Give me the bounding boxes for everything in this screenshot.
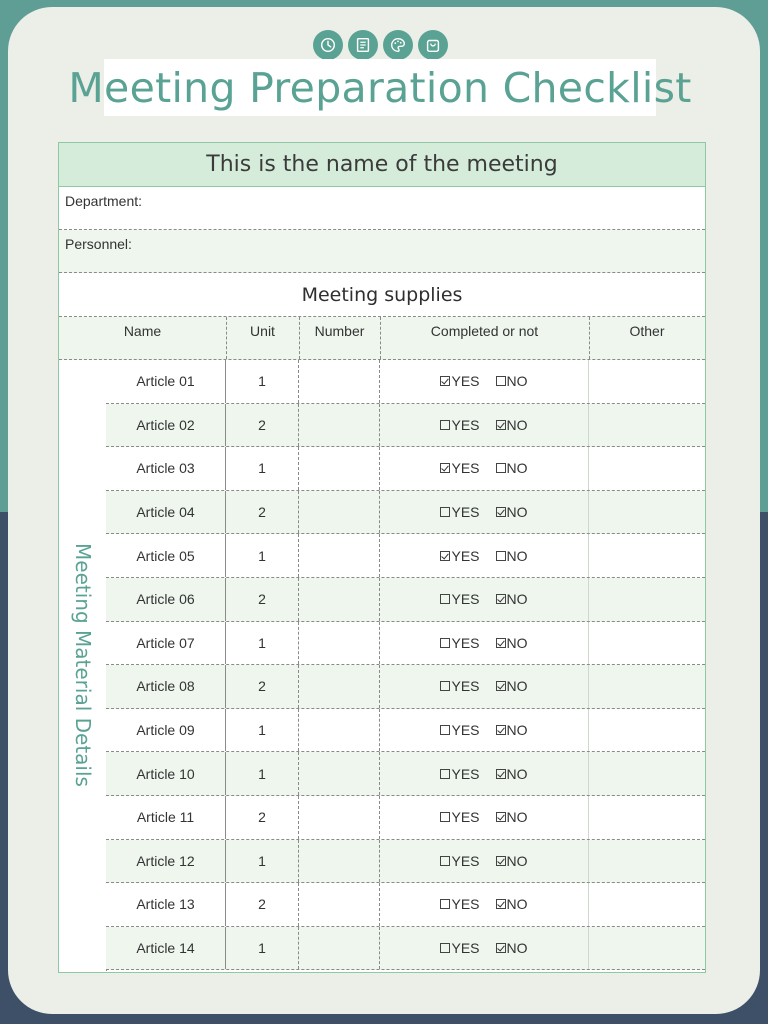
item-unit: 2 [226,796,299,839]
item-name: Article 05 [106,534,226,577]
item-completed [380,447,589,490]
item-other-field[interactable] [589,491,705,534]
item-name: Article 10 [106,752,226,795]
item-name: Article 12 [106,840,226,883]
item-number-field[interactable] [299,709,380,752]
table-row [106,534,705,578]
item-other-field[interactable] [589,796,705,839]
no-checkbox[interactable] [496,594,506,604]
item-unit: 1 [226,709,299,752]
table-row [106,709,705,753]
item-unit: 1 [226,840,299,883]
item-other-field[interactable] [589,534,705,577]
no-checkbox[interactable] [496,943,506,953]
yes-label: YES [451,460,480,477]
item-name: Article 09 [106,709,226,752]
no-label: NO [506,504,528,521]
item-number-field[interactable] [299,578,380,621]
column-header-number: Number [314,323,365,339]
yes-option[interactable] [440,460,479,476]
item-other-field[interactable] [589,840,705,883]
personnel-field[interactable] [59,230,705,273]
yes-label: YES [451,809,480,826]
item-number-field[interactable] [299,360,380,403]
yes-checkbox[interactable] [440,376,450,386]
checklist-table [58,142,706,973]
no-option[interactable] [496,766,528,782]
page-title: Meeting Preparation Checklist [68,63,692,112]
item-number-field[interactable] [299,665,380,708]
clock-icon [313,30,343,60]
item-name: Article 13 [106,883,226,926]
item-number-field[interactable] [299,404,380,447]
yes-checkbox[interactable] [440,856,450,866]
item-other-field[interactable] [589,622,705,665]
item-other-field[interactable] [589,447,705,490]
no-label: NO [506,722,528,739]
no-option[interactable] [496,678,528,694]
yes-checkbox[interactable] [440,594,450,604]
no-label: NO [506,591,528,608]
item-completed [380,578,589,621]
yes-checkbox[interactable] [440,899,450,909]
yes-checkbox[interactable] [440,420,450,430]
table-row [106,360,705,404]
no-label: NO [506,678,528,695]
item-completed [380,752,589,795]
item-name: Article 04 [106,491,226,534]
item-other-field[interactable] [589,927,705,970]
yes-checkbox[interactable] [440,551,450,561]
yes-option[interactable] [440,635,479,651]
yes-option[interactable] [440,896,479,912]
table-row [106,796,705,840]
item-name: Article 08 [106,665,226,708]
item-other-field[interactable] [589,360,705,403]
table-row [106,404,705,448]
item-unit: 2 [226,578,299,621]
yes-label: YES [451,547,480,564]
column-header-completed: Completed or not [430,323,539,339]
no-checkbox[interactable] [496,463,506,473]
yes-checkbox[interactable] [440,725,450,735]
no-option[interactable] [496,548,528,564]
yes-checkbox[interactable] [440,507,450,517]
yes-option[interactable] [440,504,479,520]
item-number-field[interactable] [299,447,380,490]
item-completed [380,927,589,970]
no-label: NO [506,416,528,433]
item-name: Article 01 [106,360,226,403]
yes-label: YES [451,678,480,695]
no-checkbox[interactable] [496,812,506,822]
item-number-field[interactable] [299,622,380,665]
no-label: NO [506,852,528,869]
department-field[interactable] [59,187,705,230]
item-number-field[interactable] [299,927,380,970]
no-label: NO [506,940,528,957]
yes-label: YES [451,852,480,869]
table-row [106,752,705,796]
yes-option[interactable] [440,853,479,869]
column-header-unit: Unit [250,323,275,339]
item-name: Article 14 [106,927,226,970]
item-unit: 1 [226,447,299,490]
no-label: NO [506,765,528,782]
table-row [106,622,705,666]
yes-label: YES [451,940,480,957]
title-banner [68,59,692,116]
item-completed [380,665,589,708]
item-number-field[interactable] [299,752,380,795]
yes-label: YES [451,722,480,739]
yes-option[interactable] [440,591,479,607]
supplies-heading: Meeting supplies [59,273,705,317]
item-other-field[interactable] [589,665,705,708]
no-checkbox[interactable] [496,856,506,866]
item-other-field[interactable] [589,404,705,447]
table-row [106,927,705,971]
item-number-field[interactable] [299,883,380,926]
yes-label: YES [451,591,480,608]
icon-row [313,30,448,60]
no-option[interactable] [496,635,528,651]
yes-label: YES [451,634,480,651]
item-completed [380,840,589,883]
item-unit: 2 [226,665,299,708]
yes-option[interactable] [440,722,479,738]
item-completed [380,883,589,926]
table-row [106,578,705,622]
item-completed [380,360,589,403]
no-option[interactable] [496,373,528,389]
personnel-label: Personnel: [65,236,132,252]
table-header [59,317,705,360]
item-name: Article 11 [106,796,226,839]
yes-checkbox[interactable] [440,943,450,953]
item-unit: 1 [226,360,299,403]
item-number-field[interactable] [299,840,380,883]
yes-label: YES [451,373,480,390]
no-checkbox[interactable] [496,899,506,909]
item-completed [380,709,589,752]
item-completed [380,534,589,577]
item-completed [380,622,589,665]
item-completed [380,404,589,447]
yes-option[interactable] [440,940,479,956]
no-option[interactable] [496,722,528,738]
no-label: NO [506,634,528,651]
item-unit: 1 [226,752,299,795]
no-checkbox[interactable] [496,551,506,561]
no-label: NO [506,896,528,913]
yes-checkbox[interactable] [440,638,450,648]
table-row [106,840,705,884]
item-name: Article 06 [106,578,226,621]
item-other-field[interactable] [589,709,705,752]
item-number-field[interactable] [299,534,380,577]
item-other-field[interactable] [589,752,705,795]
item-other-field[interactable] [589,883,705,926]
yes-checkbox[interactable] [440,812,450,822]
table-row [106,883,705,927]
no-label: NO [506,373,528,390]
item-unit: 2 [226,883,299,926]
item-unit: 1 [226,534,299,577]
yes-checkbox[interactable] [440,463,450,473]
no-option[interactable] [496,896,528,912]
no-label: NO [506,460,528,477]
no-option[interactable] [496,460,528,476]
yes-label: YES [451,765,480,782]
bag-icon [418,30,448,60]
department-label: Department: [65,193,143,209]
palette-icon [383,30,413,60]
yes-checkbox[interactable] [440,769,450,779]
column-header-name: Name [123,323,162,339]
yes-label: YES [451,416,480,433]
table-row [106,447,705,491]
item-completed [380,491,589,534]
no-checkbox[interactable] [496,507,506,517]
yes-label: YES [451,896,480,913]
table-row [106,665,705,709]
no-label: NO [506,809,528,826]
item-name: Article 07 [106,622,226,665]
meeting-name[interactable]: This is the name of the meeting [59,143,705,187]
yes-checkbox[interactable] [440,681,450,691]
side-column [59,360,107,971]
yes-option[interactable] [440,809,479,825]
yes-option[interactable] [440,373,479,389]
no-label: NO [506,547,528,564]
yes-option[interactable] [440,417,479,433]
items-list [106,360,705,970]
side-label: Meeting Material Details [71,543,95,787]
item-unit: 1 [226,622,299,665]
item-number-field[interactable] [299,491,380,534]
no-checkbox[interactable] [496,681,506,691]
item-other-field[interactable] [589,578,705,621]
item-name: Article 03 [106,447,226,490]
item-unit: 2 [226,491,299,534]
no-checkbox[interactable] [496,769,506,779]
table-row [106,491,705,535]
no-option[interactable] [496,591,528,607]
item-name: Article 02 [106,404,226,447]
no-option[interactable] [496,853,528,869]
no-checkbox[interactable] [496,420,506,430]
item-unit: 1 [226,927,299,970]
document-icon [348,30,378,60]
item-unit: 2 [226,404,299,447]
yes-option[interactable] [440,766,479,782]
yes-option[interactable] [440,548,479,564]
yes-option[interactable] [440,678,479,694]
no-option[interactable] [496,809,528,825]
no-option[interactable] [496,504,528,520]
no-option[interactable] [496,940,528,956]
no-option[interactable] [496,417,528,433]
no-checkbox[interactable] [496,725,506,735]
no-checkbox[interactable] [496,638,506,648]
yes-label: YES [451,504,480,521]
item-completed [380,796,589,839]
item-number-field[interactable] [299,796,380,839]
no-checkbox[interactable] [496,376,506,386]
column-header-other: Other [629,323,665,339]
